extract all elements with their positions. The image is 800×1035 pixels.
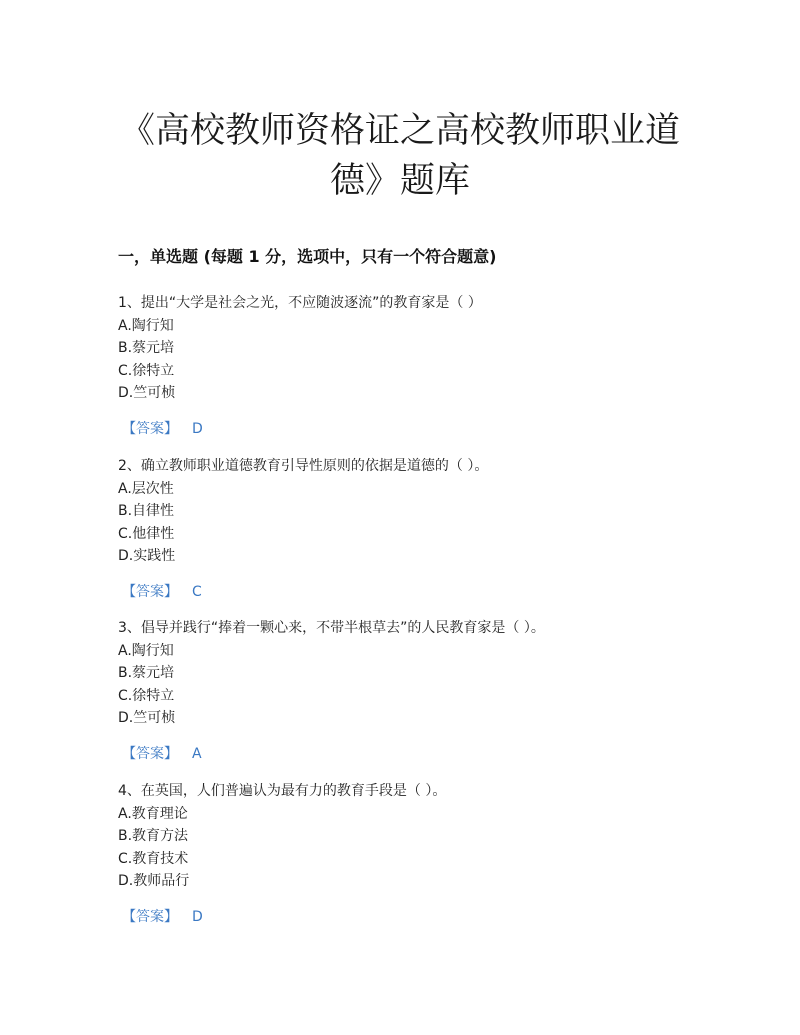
option-c: C.徐特立	[118, 687, 175, 704]
option-b: B.自律性	[118, 503, 175, 519]
option-b: B.蔡元培	[118, 665, 175, 681]
option-d: D.教师品行	[118, 873, 190, 889]
option-b: B.蔡元培	[118, 340, 175, 356]
option-d: D.竺可桢	[118, 710, 176, 726]
document-title-line-1: 《高校教师资格证之高校教师职业道	[119, 111, 680, 151]
question-stem: 2、确立教师职业道德教育引导性原则的依据是道德的（ ）。	[118, 458, 489, 474]
question-stem: 4、在英国，人们普遍认为最有力的教育手段是（ ）。	[118, 783, 447, 799]
option-d: D.竺可桢	[118, 385, 176, 401]
question-stem: 3、倡导并践行“捧着一颗心来，不带半根草去”的人民教育家是（ ）。	[118, 620, 545, 636]
answer-value: C	[192, 583, 202, 600]
answer-label: 【答案】	[122, 908, 178, 925]
question-4	[118, 780, 698, 928]
answer-line	[118, 906, 698, 928]
section-heading: 一，单选题 (每题 1 分，选项中，只有一个符合题意)	[118, 247, 497, 266]
option-a: A.陶行知	[118, 317, 174, 334]
document-title-line-2: 德》题库	[329, 161, 470, 201]
answer-label: 【答案】	[122, 583, 178, 600]
option-a: A.层次性	[118, 480, 174, 497]
option-a: A.教育理论	[118, 805, 188, 822]
answer-line	[118, 743, 698, 765]
option-c: C.教育技术	[118, 850, 189, 867]
answer-value: D	[192, 420, 203, 437]
question-1	[118, 292, 698, 440]
option-b: B.教育方法	[118, 828, 189, 844]
option-c: C.徐特立	[118, 362, 175, 379]
answer-value: D	[192, 908, 203, 925]
question-3	[118, 617, 698, 765]
question-2	[118, 455, 698, 603]
answer-line	[118, 581, 698, 603]
answer-line	[118, 418, 698, 440]
question-stem: 1、提出“大学是社会之光，不应随波逐流”的教育家是（ ）	[118, 295, 482, 311]
option-d: D.实践性	[118, 548, 176, 564]
option-a: A.陶行知	[118, 642, 174, 659]
answer-label: 【答案】	[122, 745, 178, 762]
answer-value: A	[192, 745, 202, 762]
answer-label: 【答案】	[122, 420, 178, 437]
option-c: C.他律性	[118, 525, 175, 542]
